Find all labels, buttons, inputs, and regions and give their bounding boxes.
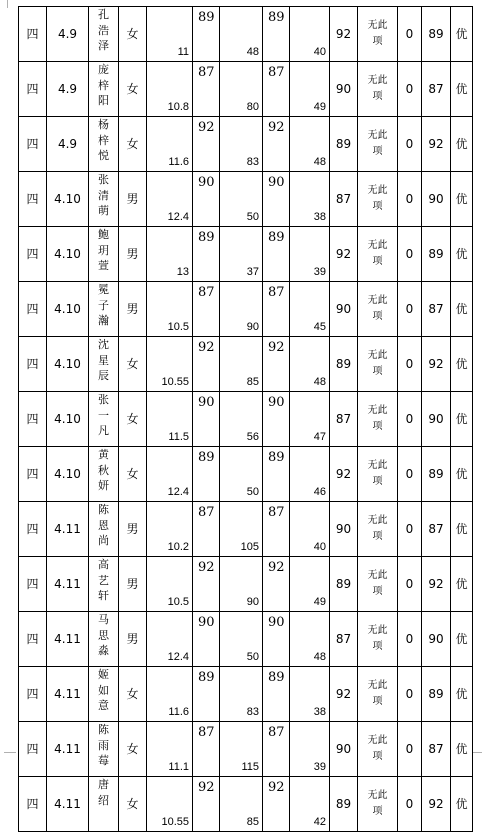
score-f-cell: 92 <box>330 667 358 722</box>
table-row <box>19 227 473 282</box>
score-a-cell: 11.1 <box>147 722 193 777</box>
bonus-cell: 0 <box>398 172 422 227</box>
not-applicable-cell: 无此 项 <box>358 172 398 227</box>
table-row <box>19 722 473 777</box>
gender-cell: 女 <box>119 392 147 447</box>
not-applicable-cell: 无此 项 <box>358 447 398 502</box>
grade-cell: 四 <box>19 667 47 722</box>
bonus-cell: 0 <box>398 557 422 612</box>
total-cell: 92 <box>422 777 451 832</box>
total-cell: 90 <box>422 392 451 447</box>
score-b-cell: 89 <box>193 227 220 282</box>
gender-cell: 女 <box>119 447 147 502</box>
score-f-cell: 92 <box>330 227 358 282</box>
score-c-cell: 90 <box>220 282 263 337</box>
not-applicable-cell: 无此 项 <box>358 667 398 722</box>
not-applicable-cell: 无此 项 <box>358 117 398 172</box>
score-f-cell: 90 <box>330 62 358 117</box>
grade-cell: 四 <box>19 7 47 62</box>
score-a-cell: 13 <box>147 227 193 282</box>
name-cell: 杨 梓 悦 <box>89 117 119 172</box>
score-f-cell: 87 <box>330 392 358 447</box>
not-applicable-cell: 无此 项 <box>358 777 398 832</box>
grade-cell: 四 <box>19 447 47 502</box>
score-d-cell: 89 <box>263 7 290 62</box>
name-cell: 孔 浩 泽 <box>89 7 119 62</box>
grade-cell: 四 <box>19 62 47 117</box>
score-d-cell: 92 <box>263 777 290 832</box>
score-b-cell: 90 <box>193 392 220 447</box>
student-score-table <box>18 6 473 832</box>
score-d-cell: 92 <box>263 557 290 612</box>
grade-level-cell: 优 <box>451 612 473 667</box>
total-cell: 89 <box>422 227 451 282</box>
gender-cell: 女 <box>119 722 147 777</box>
grade-level-cell: 优 <box>451 722 473 777</box>
class-cell: 4.10 <box>47 172 89 227</box>
total-cell: 92 <box>422 117 451 172</box>
name-cell: 黄 秋 妍 <box>89 447 119 502</box>
grade-cell: 四 <box>19 392 47 447</box>
score-c-cell: 37 <box>220 227 263 282</box>
score-e-cell: 48 <box>290 117 330 172</box>
score-b-cell: 87 <box>193 502 220 557</box>
table-row <box>19 282 473 337</box>
table-row <box>19 447 473 502</box>
score-d-cell: 89 <box>263 447 290 502</box>
gender-cell: 女 <box>119 117 147 172</box>
gender-cell: 女 <box>119 777 147 832</box>
class-cell: 4.10 <box>47 392 89 447</box>
score-f-cell: 90 <box>330 282 358 337</box>
bonus-cell: 0 <box>398 612 422 667</box>
score-d-cell: 92 <box>263 337 290 392</box>
score-c-cell: 83 <box>220 117 263 172</box>
score-d-cell: 87 <box>263 722 290 777</box>
score-c-cell: 85 <box>220 777 263 832</box>
name-cell: 陈 雨 莓 <box>89 722 119 777</box>
score-b-cell: 87 <box>193 62 220 117</box>
table-row <box>19 502 473 557</box>
score-e-cell: 38 <box>290 667 330 722</box>
not-applicable-cell: 无此 项 <box>358 282 398 337</box>
score-a-cell: 10.8 <box>147 62 193 117</box>
total-cell: 89 <box>422 667 451 722</box>
name-cell: 庞 梓 阳 <box>89 62 119 117</box>
score-f-cell: 87 <box>330 612 358 667</box>
score-d-cell: 87 <box>263 502 290 557</box>
score-b-cell: 89 <box>193 447 220 502</box>
score-c-cell: 50 <box>220 172 263 227</box>
score-c-cell: 50 <box>220 612 263 667</box>
gender-cell: 男 <box>119 502 147 557</box>
class-cell: 4.9 <box>47 62 89 117</box>
score-f-cell: 92 <box>330 447 358 502</box>
score-a-cell: 10.5 <box>147 557 193 612</box>
table-row <box>19 777 473 832</box>
score-e-cell: 48 <box>290 337 330 392</box>
page-corner-mark <box>4 752 16 754</box>
score-b-cell: 90 <box>193 172 220 227</box>
score-e-cell: 48 <box>290 612 330 667</box>
score-e-cell: 39 <box>290 227 330 282</box>
gender-cell: 男 <box>119 172 147 227</box>
bonus-cell: 0 <box>398 722 422 777</box>
total-cell: 92 <box>422 557 451 612</box>
total-cell: 87 <box>422 62 451 117</box>
grade-level-cell: 优 <box>451 337 473 392</box>
score-b-cell: 89 <box>193 667 220 722</box>
grade-cell: 四 <box>19 337 47 392</box>
name-cell: 沈 星 辰 <box>89 337 119 392</box>
score-d-cell: 87 <box>263 282 290 337</box>
bonus-cell: 0 <box>398 392 422 447</box>
score-c-cell: 56 <box>220 392 263 447</box>
name-cell: 陈 恩 尚 <box>89 502 119 557</box>
score-f-cell: 92 <box>330 7 358 62</box>
score-c-cell: 80 <box>220 62 263 117</box>
score-c-cell: 85 <box>220 337 263 392</box>
grade-level-cell: 优 <box>451 227 473 282</box>
grade-cell: 四 <box>19 227 47 282</box>
not-applicable-cell: 无此 项 <box>358 62 398 117</box>
score-b-cell: 87 <box>193 282 220 337</box>
not-applicable-cell: 无此 项 <box>358 612 398 667</box>
score-a-cell: 10.55 <box>147 337 193 392</box>
table-row <box>19 392 473 447</box>
table-row <box>19 117 473 172</box>
score-a-cell: 11.5 <box>147 392 193 447</box>
total-cell: 87 <box>422 722 451 777</box>
score-e-cell: 45 <box>290 282 330 337</box>
grade-level-cell: 优 <box>451 557 473 612</box>
table-row <box>19 667 473 722</box>
grade-cell: 四 <box>19 777 47 832</box>
table-row <box>19 172 473 227</box>
table-row <box>19 612 473 667</box>
score-c-cell: 115 <box>220 722 263 777</box>
gender-cell: 女 <box>119 337 147 392</box>
score-c-cell: 83 <box>220 667 263 722</box>
gender-cell: 男 <box>119 227 147 282</box>
score-e-cell: 39 <box>290 722 330 777</box>
table-row <box>19 62 473 117</box>
gender-cell: 女 <box>119 667 147 722</box>
score-b-cell: 92 <box>193 117 220 172</box>
gender-cell: 女 <box>119 7 147 62</box>
total-cell: 89 <box>422 7 451 62</box>
score-b-cell: 92 <box>193 777 220 832</box>
not-applicable-cell: 无此 项 <box>358 227 398 282</box>
gender-cell: 男 <box>119 612 147 667</box>
total-cell: 87 <box>422 502 451 557</box>
grade-cell: 四 <box>19 557 47 612</box>
grade-level-cell: 优 <box>451 777 473 832</box>
score-d-cell: 90 <box>263 392 290 447</box>
not-applicable-cell: 无此 项 <box>358 722 398 777</box>
score-d-cell: 89 <box>263 227 290 282</box>
name-cell: 马 思 淼 <box>89 612 119 667</box>
score-d-cell: 87 <box>263 62 290 117</box>
table-row <box>19 557 473 612</box>
name-cell: 姬 如 意 <box>89 667 119 722</box>
score-a-cell: 10.2 <box>147 502 193 557</box>
score-f-cell: 90 <box>330 502 358 557</box>
grade-level-cell: 优 <box>451 502 473 557</box>
grade-level-cell: 优 <box>451 282 473 337</box>
not-applicable-cell: 无此 项 <box>358 337 398 392</box>
table-body <box>19 7 473 832</box>
gender-cell: 男 <box>119 557 147 612</box>
class-cell: 4.11 <box>47 557 89 612</box>
score-a-cell: 10.55 <box>147 777 193 832</box>
grade-level-cell: 优 <box>451 117 473 172</box>
score-e-cell: 46 <box>290 447 330 502</box>
name-cell: 唐 绍 <box>89 777 119 832</box>
bonus-cell: 0 <box>398 7 422 62</box>
class-cell: 4.11 <box>47 667 89 722</box>
score-e-cell: 49 <box>290 62 330 117</box>
total-cell: 92 <box>422 337 451 392</box>
grade-cell: 四 <box>19 502 47 557</box>
not-applicable-cell: 无此 项 <box>358 557 398 612</box>
score-b-cell: 87 <box>193 722 220 777</box>
name-cell: 张 清 萌 <box>89 172 119 227</box>
class-cell: 4.10 <box>47 337 89 392</box>
name-cell: 张 一 凡 <box>89 392 119 447</box>
not-applicable-cell: 无此 项 <box>358 7 398 62</box>
bonus-cell: 0 <box>398 502 422 557</box>
grade-cell: 四 <box>19 117 47 172</box>
bonus-cell: 0 <box>398 227 422 282</box>
grade-level-cell: 优 <box>451 392 473 447</box>
class-cell: 4.11 <box>47 612 89 667</box>
score-a-cell: 11.6 <box>147 117 193 172</box>
bonus-cell: 0 <box>398 337 422 392</box>
total-cell: 90 <box>422 612 451 667</box>
grade-cell: 四 <box>19 612 47 667</box>
score-c-cell: 90 <box>220 557 263 612</box>
score-a-cell: 11 <box>147 7 193 62</box>
score-d-cell: 92 <box>263 117 290 172</box>
bonus-cell: 0 <box>398 667 422 722</box>
score-c-cell: 105 <box>220 502 263 557</box>
score-a-cell: 12.4 <box>147 612 193 667</box>
not-applicable-cell: 无此 项 <box>358 502 398 557</box>
class-cell: 4.9 <box>47 7 89 62</box>
not-applicable-cell: 无此 项 <box>358 392 398 447</box>
score-b-cell: 92 <box>193 337 220 392</box>
score-c-cell: 50 <box>220 447 263 502</box>
bonus-cell: 0 <box>398 447 422 502</box>
score-a-cell: 11.6 <box>147 667 193 722</box>
score-d-cell: 90 <box>263 172 290 227</box>
bonus-cell: 0 <box>398 777 422 832</box>
score-d-cell: 89 <box>263 667 290 722</box>
score-e-cell: 42 <box>290 777 330 832</box>
name-cell: 高 艺 轩 <box>89 557 119 612</box>
class-cell: 4.10 <box>47 282 89 337</box>
grade-level-cell: 优 <box>451 447 473 502</box>
grade-level-cell: 优 <box>451 62 473 117</box>
bonus-cell: 0 <box>398 117 422 172</box>
class-cell: 4.10 <box>47 227 89 282</box>
score-f-cell: 89 <box>330 337 358 392</box>
name-cell: 鲍 玥 萱 <box>89 227 119 282</box>
score-e-cell: 49 <box>290 557 330 612</box>
score-b-cell: 92 <box>193 557 220 612</box>
table-row <box>19 7 473 62</box>
bonus-cell: 0 <box>398 62 422 117</box>
class-cell: 4.11 <box>47 502 89 557</box>
grade-cell: 四 <box>19 722 47 777</box>
score-f-cell: 90 <box>330 722 358 777</box>
class-cell: 4.10 <box>47 447 89 502</box>
total-cell: 90 <box>422 172 451 227</box>
score-d-cell: 90 <box>263 612 290 667</box>
bonus-cell: 0 <box>398 282 422 337</box>
total-cell: 89 <box>422 447 451 502</box>
score-f-cell: 89 <box>330 777 358 832</box>
class-cell: 4.11 <box>47 777 89 832</box>
score-f-cell: 87 <box>330 172 358 227</box>
score-e-cell: 40 <box>290 7 330 62</box>
gender-cell: 男 <box>119 282 147 337</box>
grade-cell: 四 <box>19 172 47 227</box>
score-b-cell: 90 <box>193 612 220 667</box>
total-cell: 87 <box>422 282 451 337</box>
score-e-cell: 47 <box>290 392 330 447</box>
class-cell: 4.9 <box>47 117 89 172</box>
class-cell: 4.11 <box>47 722 89 777</box>
page-corner-mark <box>6 0 8 8</box>
grade-level-cell: 优 <box>451 172 473 227</box>
score-b-cell: 89 <box>193 7 220 62</box>
score-a-cell: 10.5 <box>147 282 193 337</box>
grade-level-cell: 优 <box>451 7 473 62</box>
score-f-cell: 89 <box>330 557 358 612</box>
table-row <box>19 337 473 392</box>
name-cell: 冕 子 瀚 <box>89 282 119 337</box>
grade-cell: 四 <box>19 282 47 337</box>
gender-cell: 女 <box>119 62 147 117</box>
score-f-cell: 89 <box>330 117 358 172</box>
score-c-cell: 48 <box>220 7 263 62</box>
grade-level-cell: 优 <box>451 667 473 722</box>
score-a-cell: 12.4 <box>147 172 193 227</box>
score-e-cell: 40 <box>290 502 330 557</box>
score-a-cell: 12.4 <box>147 447 193 502</box>
score-e-cell: 38 <box>290 172 330 227</box>
